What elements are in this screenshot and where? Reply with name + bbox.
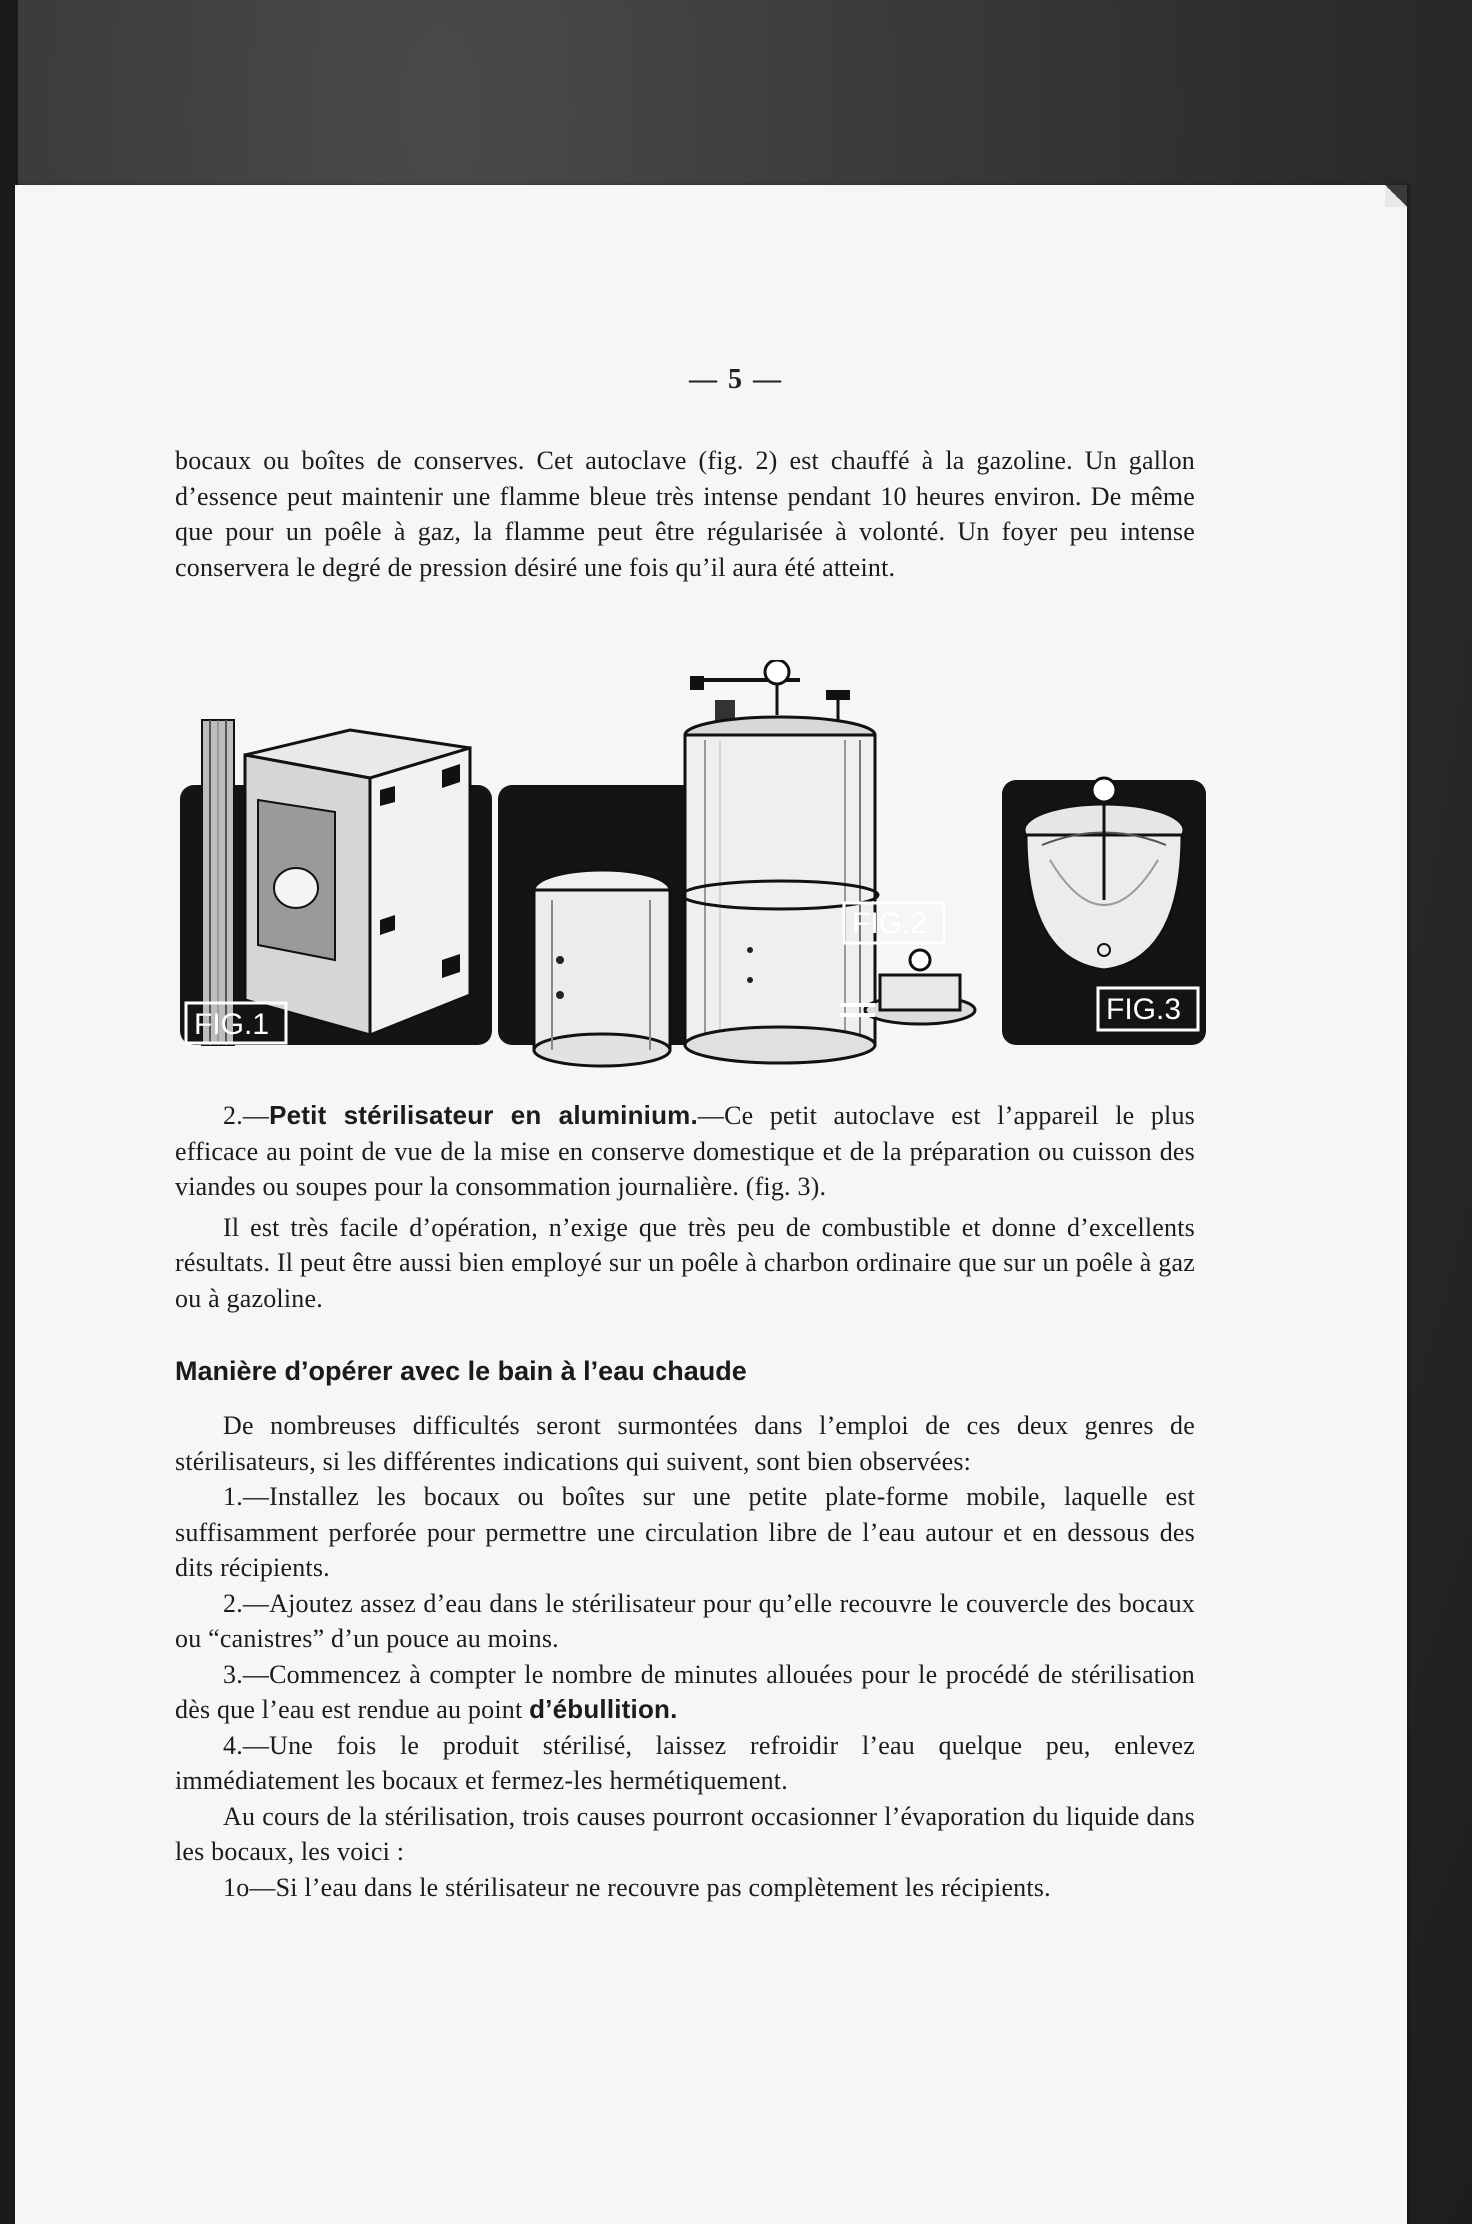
instructions-intro: De nombreuses difficultés seront surmontées dans l’emploi de ces deux genres de stérilisateurs, si les différentes indications qui suivent, sont bien observées:: [175, 1411, 1195, 1476]
section-2-text: —Ce petit autoclave est l’appareil le plus efficace au point de vue de la mise en conserve domestique et de la préparation ou cuisson des viandes ou soupes pour la consommation journalière. (fig. 3).: [175, 1101, 1195, 1201]
fig2-label: FIG.2: [852, 907, 928, 940]
step-3-bold: d’ébullition.: [529, 1694, 678, 1724]
paragraph-text: bocaux ou boîtes de conserves. Cet autoclave (fig. 2) est chauffé à la gazoline. Un gallon d’essence peut maintenir une flamme bleue très intense pendant 10 heures environ. De même que pour un poêle à gaz, la flamme peut être régularisée à volonté. Un foyer peu intense conservera le degré de pression désiré une fois qu’il aura été atteint.: [175, 446, 1195, 582]
causes-intro: Au cours de la stérilisation, trois causes pourront occasionner l’évaporation du liquide dans les bocaux, les voici :: [175, 1801, 1195, 1866]
page-number: — 5 —: [689, 364, 783, 395]
instructions-body: [175, 1408, 1195, 1905]
instruction-step-2: 2.—Ajoutez assez d’eau dans le stérilisateur pour qu’elle recouvre le couvercle des bocaux ou “canistres” d’un pouce au moins.: [175, 1588, 1195, 1653]
fig1-label: FIG.1: [194, 1008, 270, 1041]
instruction-step-3: [175, 1657, 1195, 1728]
instruction-step-1: 1.—Installez les bocaux ou boîtes sur une petite plate-forme mobile, laquelle est suffisamment perforée pour permettre une circulation libre de l’eau autour et en dessous des dits récipients.: [175, 1482, 1195, 1582]
section-2-paragraph: [175, 1098, 1195, 1205]
step-3-text: 3.—Commencez à compter le nombre de minutes allouées pour le procédé de stérilisation dès que l’eau est rendue au point: [175, 1659, 1195, 1724]
section-2-number: 2.—: [223, 1101, 270, 1130]
page-corner: [1385, 185, 1407, 207]
fig1-drawing: [186, 720, 470, 1045]
sterilizer-illustration: [180, 660, 1206, 1070]
section-heading: Manière d’opérer avec le bain à l’eau chaude: [175, 1356, 747, 1386]
fig3-label: FIG.3: [1106, 993, 1182, 1026]
instruction-step-4: 4.—Une fois le produit stérilisé, laissez refroidir l’eau quelque peu, enlevez immédiatement les bocaux et fermez-les hermétiquement.: [175, 1730, 1195, 1795]
cause-1: 1o—Si l’eau dans le stérilisateur ne recouvre pas complètement les récipients.: [223, 1872, 1051, 1902]
illustration-svg: [180, 660, 1206, 1070]
section-2-title: Petit stérilisateur en aluminium.: [269, 1100, 698, 1130]
section-2-paragraph-2: Il est très facile d’opération, n’exige que très peu de combustible et donne d’excellents résultats. Il peut être aussi bien employé sur un poêle à charbon ordinaire que sur un poêle à gaz ou à gazoline.: [175, 1212, 1195, 1313]
paragraph-intro: [175, 443, 1195, 585]
section-2: [175, 1098, 1195, 1316]
